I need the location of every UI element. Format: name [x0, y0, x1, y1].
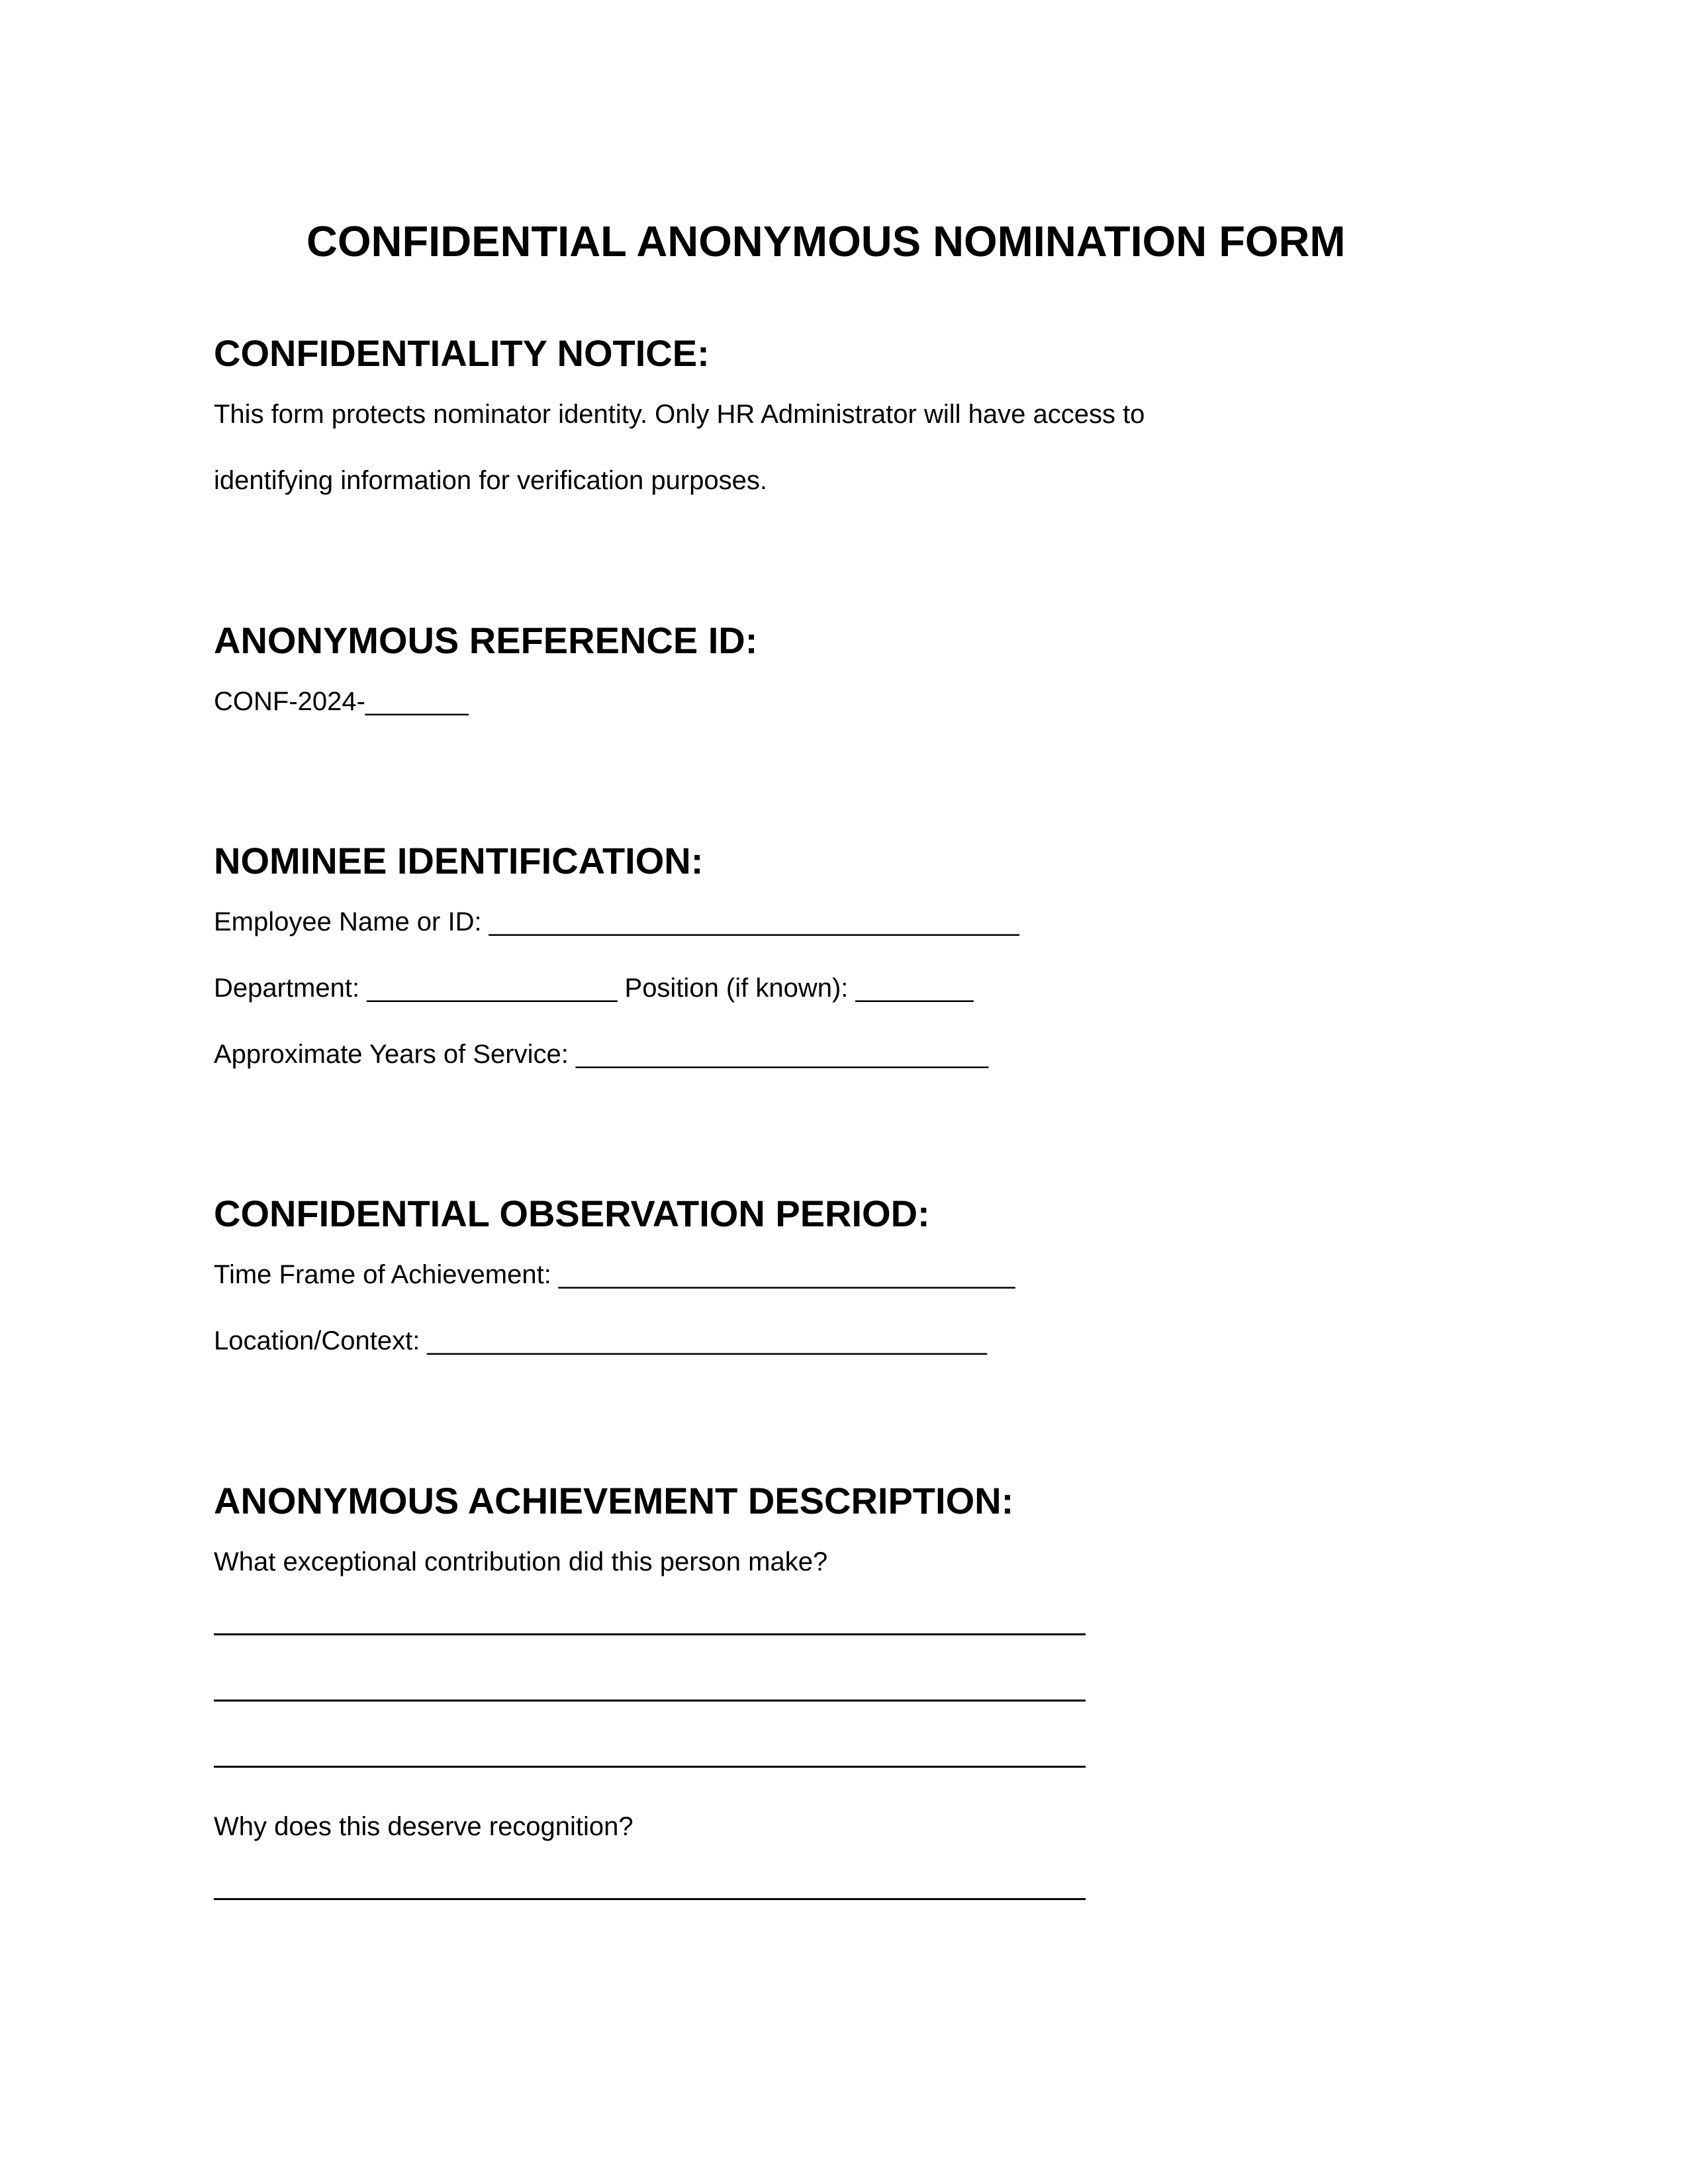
- location-context-field[interactable]: Location/Context: ______________________________________: [214, 1326, 987, 1355]
- contribution-answer-line[interactable]: [214, 1700, 1086, 1702]
- recognition-answer-line[interactable]: [214, 1898, 1086, 1900]
- time-frame-field[interactable]: Time Frame of Achievement: _______________________________: [214, 1260, 1015, 1289]
- recognition-question: Why does this deserve recognition?: [214, 1812, 633, 1841]
- contribution-question: What exceptional contribution did this person make?: [214, 1547, 828, 1576]
- reference-id-field[interactable]: CONF-2024-_______: [214, 687, 469, 716]
- reference-id-heading: ANONYMOUS REFERENCE ID:: [214, 619, 758, 661]
- years-of-service-field[interactable]: Approximate Years of Service: ____________________________: [214, 1040, 988, 1069]
- department-position-field[interactable]: Department: _________________ Position (if known): ________: [214, 974, 974, 1003]
- confidentiality-text-line-1: This form protects nominator identity. Only HR Administrator will have access to: [214, 400, 1145, 429]
- achievement-description-heading: ANONYMOUS ACHIEVEMENT DESCRIPTION:: [214, 1480, 1014, 1522]
- employee-name-field[interactable]: Employee Name or ID: ____________________________________: [214, 907, 1019, 936]
- confidentiality-heading: CONFIDENTIALITY NOTICE:: [214, 332, 710, 374]
- contribution-answer-line[interactable]: [214, 1633, 1086, 1635]
- nominee-identification-heading: NOMINEE IDENTIFICATION:: [214, 840, 704, 882]
- observation-period-heading: CONFIDENTIAL OBSERVATION PERIOD:: [214, 1193, 930, 1234]
- form-title: CONFIDENTIAL ANONYMOUS NOMINATION FORM: [306, 217, 1346, 265]
- confidentiality-text-line-2: identifying information for verification purposes.: [214, 466, 767, 495]
- contribution-answer-line[interactable]: [214, 1766, 1086, 1768]
